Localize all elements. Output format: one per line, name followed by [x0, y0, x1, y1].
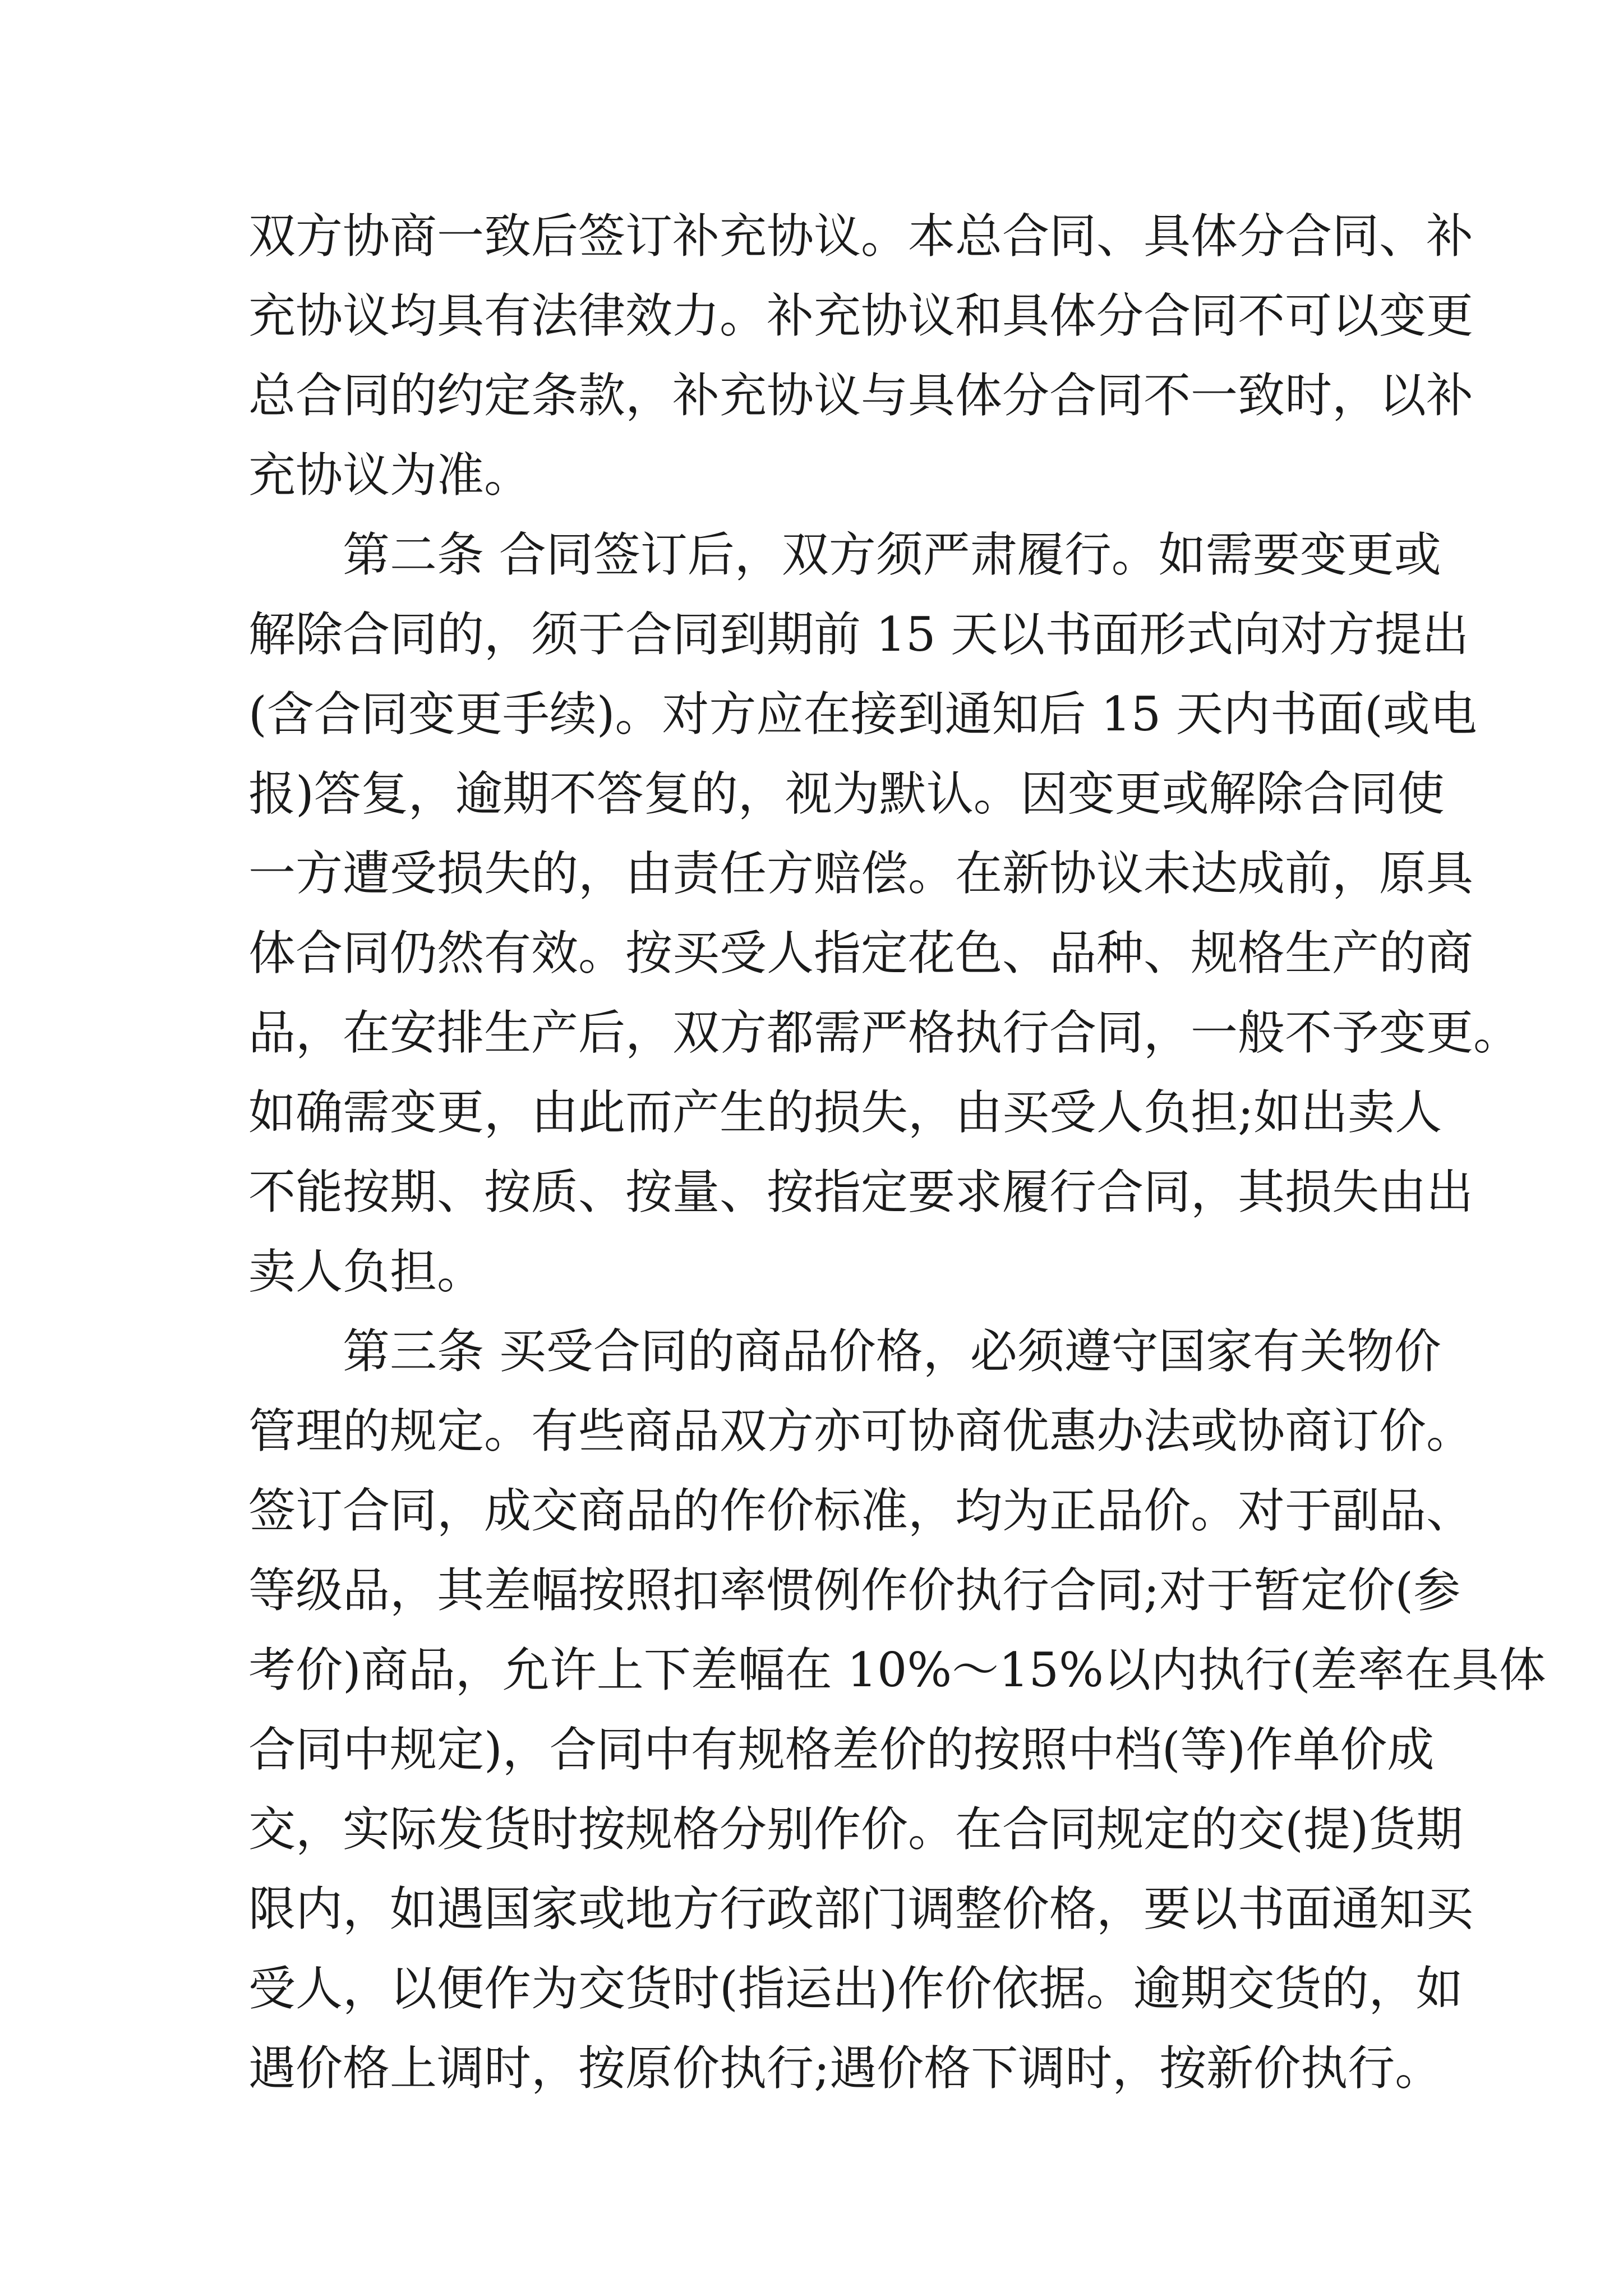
- text-line: 考价)商品，允许上下差幅在 10%～15%以内执行(差率在具体: [248, 1642, 1546, 1697]
- text-line: 第二条 合同签订后，双方须严肃履行。如需要变更或: [343, 527, 1441, 582]
- paragraph-continuation: [248, 196, 1474, 515]
- text-line: 体合同仍然有效。按买受人指定花色、品种、规格生产的商: [248, 926, 1474, 981]
- text-line: 交，实际发货时按规格分别作价。在合同规定的交(提)货期: [248, 1802, 1463, 1857]
- text-line: 不能按期、按质、按量、按指定要求履行合同，其损失由出: [248, 1165, 1474, 1220]
- text-line: 解除合同的，须于合同到期前 15 天以书面形式向对方提出: [248, 607, 1469, 662]
- text-line: 双方协商一致后签订补充协议。本总合同、具体分合同、补: [248, 209, 1474, 264]
- text-line: 等级品，其差幅按照扣率惯例作价执行合同;对于暂定价(参: [248, 1563, 1461, 1618]
- text-line: 如确需变更，由此而产生的损失，由买受人负担;如出卖人: [248, 1085, 1442, 1140]
- text-line: 签订合同，成交商品的作价标准，均为正品价。对于副品、: [248, 1483, 1474, 1538]
- text-line: 一方遭受损失的，由责任方赔偿。在新协议未达成前，原具: [248, 846, 1474, 901]
- text-line: (含合同变更手续)。对方应在接到通知后 15 天内书面(或电: [248, 687, 1477, 742]
- text-line: 遇价格上调时，按原价执行;遇价格下调时，按新价执行。: [248, 2041, 1442, 2096]
- text-line: 充协议均具有法律效力。补充协议和具体分合同不可以变更: [248, 288, 1474, 343]
- text-line: 第三条 买受合同的商品价格，必须遵守国家有关物价: [343, 1324, 1441, 1379]
- text-line: 合同中规定)，合同中有规格差价的按照中档(等)作单价成: [248, 1722, 1435, 1777]
- document-body: [248, 196, 1546, 2108]
- text-line: 总合同的约定条款，补充协议与具体分合同不一致时，以补: [248, 368, 1474, 423]
- paragraph-article-2: [248, 515, 1521, 1312]
- text-line: 充协议为准。: [248, 448, 532, 503]
- text-line: 受人，以便作为交货时(指运出)作价依据。逾期交货的，如: [248, 1961, 1463, 2016]
- text-line: 限内，如遇国家或地方行政部门调整价格，要以书面通知买: [248, 1881, 1474, 1936]
- text-line: 品，在安排生产后，双方都需严格执行合同，一般不予变更。: [248, 1005, 1521, 1060]
- paragraph-article-3: [248, 1312, 1546, 2108]
- text-line: 卖人负担。: [248, 1244, 485, 1299]
- text-line: 管理的规定。有些商品双方亦可协商优惠办法或协商订价。: [248, 1404, 1474, 1458]
- text-line: 报)答复，逾期不答复的，视为默认。因变更或解除合同使: [248, 766, 1445, 821]
